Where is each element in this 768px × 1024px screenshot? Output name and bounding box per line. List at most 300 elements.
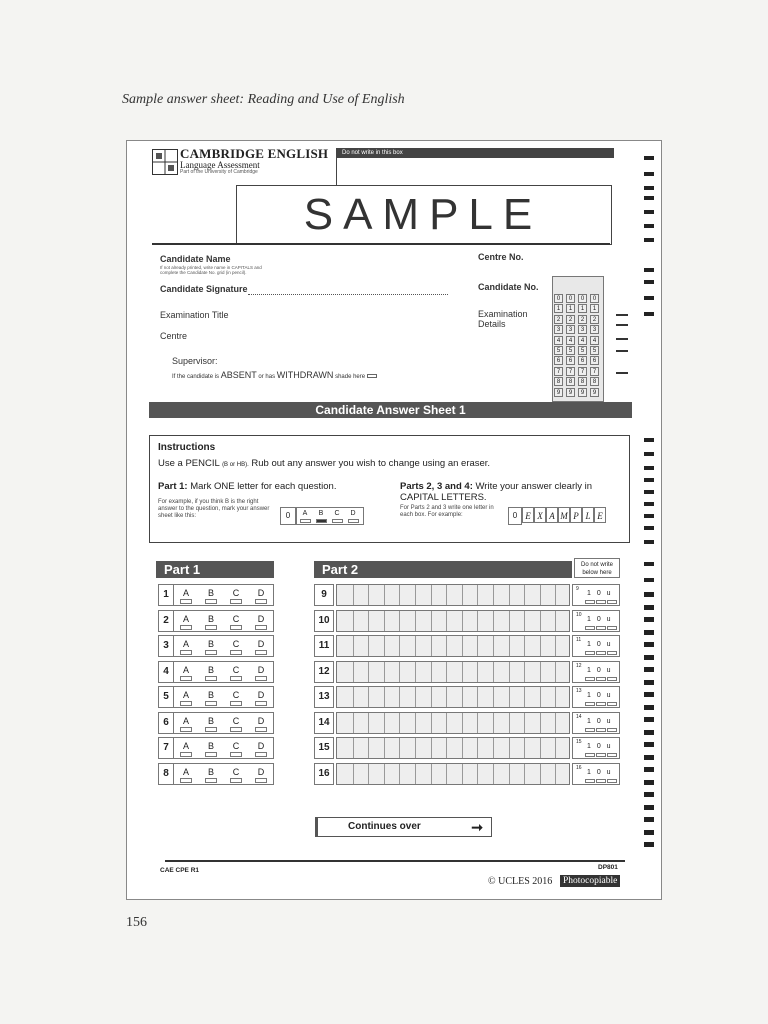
part1-instruction [158,481,336,492]
mark-bubble [596,626,606,630]
answer-letter-boxes[interactable] [336,661,570,683]
answer-bubble[interactable] [230,752,242,757]
answer-option[interactable] [204,716,218,732]
timing-mark [644,667,654,672]
option-letter: B [207,715,214,726]
box-divider [477,764,478,784]
part1-example-text: For example, if you think B is the right answer to the question, mark your answer sheet like this: [158,499,270,519]
timing-mark [644,792,654,797]
eraser-text: Rub out any answer you wish to change using an eraser. [251,458,491,469]
divider [152,243,610,245]
mark-options: 1 0 u [587,615,613,623]
examiner-mark-box [572,635,620,657]
examiner-mark-box [572,737,620,759]
box-divider [462,611,463,631]
option-letter: B [207,613,214,624]
answer-bubble[interactable] [180,650,192,655]
box-divider [353,738,354,758]
timing-mark [644,655,654,660]
answer-option[interactable] [229,639,243,655]
answer-bubble[interactable] [180,676,192,681]
box-divider [509,738,510,758]
box-divider [555,713,556,733]
part1-question-row [158,584,274,606]
timing-mark [616,350,628,352]
candidate-no-digit-bubble[interactable]: 8 [578,377,587,386]
mark-bubble [585,600,595,604]
answer-bubble[interactable] [230,599,242,604]
answer-bubble[interactable] [205,676,217,681]
candidate-no-digit-bubble[interactable]: 2 [554,315,563,324]
answer-option[interactable] [229,741,243,757]
option-letter: A [182,741,189,751]
mark-question-number: 12 [576,662,582,669]
box-divider [477,636,478,656]
answer-option[interactable] [229,665,243,681]
timing-mark [644,578,654,582]
candidate-no-digit-bubble[interactable]: 6 [566,356,575,365]
question-number: 14 [314,712,334,734]
candidate-no-digit-bubble[interactable]: 3 [554,325,563,334]
answer-bubble[interactable] [255,778,267,783]
answer-option[interactable] [229,767,243,783]
candidate-no-digit-bubble[interactable]: 4 [554,336,563,345]
examiner-mark-box [572,584,620,606]
box-divider [540,636,541,656]
timing-mark [644,592,654,597]
question-number: 2 [159,611,174,631]
box-divider [446,764,447,784]
instructions-title: Instructions [158,442,216,453]
examiner-mark-box [572,610,620,632]
box-divider [462,738,463,758]
timing-mark [616,314,628,316]
example-number-2: 0 [508,507,522,525]
box-divider [353,687,354,707]
box-divider [384,764,385,784]
option-letter: D [257,639,265,649]
box-divider [555,687,556,707]
box-divider [446,662,447,682]
mark-question-number: 14 [576,713,582,720]
answer-option[interactable] [254,690,268,706]
candidate-no-digit-bubble[interactable]: 8 [590,377,599,386]
box-divider [462,713,463,733]
pencil-text: Use a PENCIL [158,458,220,469]
answer-option[interactable] [179,588,193,604]
candidate-no-digit-bubble[interactable]: 9 [578,388,587,397]
candidate-no-digit-bubble[interactable]: 6 [578,356,587,365]
answer-option[interactable] [179,639,193,655]
answer-bubble[interactable] [205,599,217,604]
timing-mark [644,630,654,635]
continues-over-label: Continues over [348,821,421,832]
candidate-no-digit-bubble[interactable]: 7 [578,367,587,376]
box-divider [431,713,432,733]
box-divider [415,764,416,784]
box-divider [384,662,385,682]
part1-question-row [158,763,274,785]
option-letter: A [182,613,189,624]
box-divider [384,585,385,605]
example-letter-box: E [522,507,534,523]
mark-bubble [607,779,617,783]
candidate-no-digit-bubble[interactable]: 7 [554,367,563,376]
answer-bubble[interactable] [255,752,267,757]
candidate-no-digit-bubble[interactable]: 5 [566,346,575,355]
part2-title: Part 2 [314,561,572,578]
answer-option[interactable] [179,690,193,706]
answer-bubble[interactable] [205,701,217,706]
box-divider [353,764,354,784]
mark-bubble [607,651,617,655]
mark-bubble [585,728,595,732]
mark-bubble [585,626,595,630]
example-letter-box: X [534,507,546,523]
candidate-name-hint: If not already printed, write name in CAPITALS and complete the Candidate No. grid (in pencil). [160,265,262,275]
timing-mark [644,280,654,284]
candidate-no-digit-bubble[interactable]: 8 [554,377,563,386]
answer-option[interactable] [229,614,243,630]
answer-letter-boxes[interactable] [336,763,570,785]
timing-mark [644,617,654,622]
box-divider [524,636,525,656]
answer-bubble[interactable] [205,650,217,655]
continues-over [315,817,492,837]
box-divider [477,738,478,758]
answer-bubble[interactable] [230,727,242,732]
box-divider [462,585,463,605]
box-divider [540,585,541,605]
answer-letter-boxes[interactable] [336,584,570,606]
timing-mark [644,210,654,214]
box-divider [493,662,494,682]
answer-option[interactable] [229,588,243,604]
answer-option[interactable] [204,665,218,681]
box-divider [446,585,447,605]
answer-bubble[interactable] [180,727,192,732]
candidate-no-digit-bubble[interactable]: 8 [566,377,575,386]
answer-bubble[interactable] [255,676,267,681]
answer-bubble[interactable] [255,701,267,706]
candidate-no-digit-bubble[interactable]: 1 [578,304,587,313]
mark-bubble [607,702,617,706]
absent-prefix: If the candidate is [172,374,220,380]
examiner-mark-box [572,661,620,683]
mark-bubble [596,728,606,732]
answer-bubble[interactable] [205,727,217,732]
box-divider [555,636,556,656]
mark-options: 1 0 u [587,641,613,648]
answer-option[interactable] [254,767,268,783]
parts234-example-text: For Parts 2 and 3 write one letter in each box. For example: [400,505,494,518]
candidate-no-digit-bubble[interactable]: 1 [554,304,563,313]
box-divider [368,738,369,758]
answer-option[interactable] [254,741,268,757]
box-divider [399,738,400,758]
box-divider [462,687,463,707]
answer-letter-boxes[interactable] [336,712,570,734]
candidate-no-digit-bubble[interactable]: 9 [590,388,599,397]
mark-bubble [585,753,595,757]
answer-bubble[interactable] [230,650,242,655]
timing-mark [644,172,654,176]
box-divider [555,585,556,605]
box-divider [509,662,510,682]
box-divider [493,764,494,784]
box-divider [555,611,556,631]
option-letter: C [232,588,240,598]
answer-option[interactable] [254,665,268,681]
part1-question-row [158,661,274,683]
answer-option[interactable] [204,690,218,706]
box-divider [509,713,510,733]
box-divider [415,585,416,605]
answer-option[interactable] [179,767,193,783]
candidate-no-digit-bubble[interactable]: 4 [590,336,599,345]
box-divider [353,713,354,733]
withdrawn-word: WITHDRAWN [276,370,334,380]
question-number: 10 [314,610,334,632]
answer-option[interactable] [204,639,218,655]
answer-option[interactable] [254,639,268,655]
candidate-no-digit-bubble[interactable]: 0 [554,294,563,303]
candidate-no-digit-bubble[interactable]: 6 [554,356,563,365]
candidate-no-digit-bubble[interactable]: 3 [590,325,599,334]
candidate-no-digit-bubble[interactable]: 2 [578,315,587,324]
mark-bubble [585,779,595,783]
box-divider [431,636,432,656]
footer-left-code: CAE CPE R1 [160,867,200,874]
absent-bubble[interactable] [367,374,377,378]
box-divider [384,713,385,733]
box-divider [540,738,541,758]
box-divider [431,611,432,631]
timing-mark [644,514,654,518]
answer-bubble[interactable] [205,752,217,757]
candidate-no-digit-bubble[interactable]: 3 [578,325,587,334]
example-letter-box: A [546,507,558,523]
timing-mark [644,186,654,190]
box-divider [431,738,432,758]
exam-details-label: Examination Details [478,309,528,329]
timing-mark [644,156,654,160]
mark-question-number: 15 [576,739,582,745]
photocopiable-badge: Photocopiable [560,875,620,887]
answer-letter-boxes[interactable] [336,610,570,632]
box-divider [415,738,416,758]
mark-options: 1 0 u [587,590,613,597]
answer-option[interactable] [179,614,193,630]
box-divider [415,713,416,733]
mark-options: 1 0 u [587,666,613,674]
timing-mark [616,372,628,374]
timing-mark [644,312,654,316]
answer-option[interactable] [254,716,268,732]
example-letter-box: L [582,507,594,523]
candidate-no-digit-bubble[interactable]: 3 [566,325,575,334]
parts234-bold: Parts 2, 3 and 4: [400,481,473,492]
answer-bubble[interactable] [230,778,242,783]
divider [336,158,337,186]
timing-mark [644,296,654,300]
answer-letter-boxes[interactable] [336,635,570,657]
mark-bubble [596,779,606,783]
box-divider [368,713,369,733]
answer-option[interactable] [204,588,218,604]
box-divider [399,764,400,784]
answer-option[interactable] [204,614,218,630]
box-divider [431,764,432,784]
box-divider [509,611,510,631]
box-divider [368,687,369,707]
timing-mark [644,502,654,506]
timing-mark [616,324,628,326]
answer-option[interactable] [254,588,268,604]
mark-question-number: 10 [576,611,582,618]
answer-option[interactable] [204,767,218,783]
timing-mark [644,642,654,647]
copyright: © UCLES 2016 [488,876,553,887]
candidate-no-digit-bubble[interactable]: 0 [578,294,587,303]
box-divider [462,764,463,784]
sample-watermark: SAMPLE [303,190,543,239]
candidate-no-digit-bubble[interactable]: 2 [590,315,599,324]
box-divider [555,738,556,758]
candidate-no-digit-bubble[interactable]: 5 [590,346,599,355]
answer-bubble[interactable] [180,752,192,757]
arrow-right-icon: ➞ [471,819,483,835]
mark-question-number: 16 [576,764,582,771]
timing-mark [644,742,654,747]
part1-title: Part 1 [156,561,274,578]
examiner-mark-box [572,712,620,734]
absent-mid: or has [258,374,276,380]
answer-option[interactable] [229,716,243,732]
answer-bubble[interactable] [255,650,267,655]
answer-bubble[interactable] [205,778,217,783]
timing-mark [644,705,654,710]
timing-mark [644,817,654,822]
candidate-no-digit-bubble[interactable]: 2 [566,315,575,324]
box-divider [462,636,463,656]
timing-mark [644,805,654,810]
candidate-no-label: Candidate No. [478,282,539,292]
answer-option[interactable] [204,741,218,757]
mark-options: 1 0 u [587,692,613,699]
timing-mark [644,466,654,470]
answer-option[interactable] [179,741,193,757]
absent-suffix: shade here [335,374,366,380]
answer-bubble[interactable] [255,599,267,604]
answer-bubble[interactable] [180,599,192,604]
answer-option[interactable] [229,690,243,706]
part1-question-row [158,610,274,632]
mark-bubble [607,600,617,604]
option-letter: A [182,664,189,675]
answer-letter-boxes[interactable] [336,686,570,708]
answer-bubble[interactable] [180,778,192,783]
supervisor-label: Supervisor: [172,356,218,366]
box-divider [524,738,525,758]
page-number: 156 [126,915,147,930]
org-subtitle-2: Part of the University of Cambridge [180,169,258,175]
box-divider [509,687,510,707]
example-option: D [350,510,356,517]
candidate-no-digit-bubble[interactable]: 5 [578,346,587,355]
answer-bubble[interactable] [230,625,242,630]
option-letter: B [207,741,214,751]
question-number: 12 [314,661,334,683]
box-divider [384,636,385,656]
candidate-no-digit-bubble[interactable]: 6 [590,356,599,365]
candidate-no-digit-bubble[interactable]: 0 [566,294,575,303]
answer-option[interactable] [254,614,268,630]
box-divider [384,611,385,631]
answer-bubble[interactable] [180,625,192,630]
example-bubble [348,519,359,523]
signature-line[interactable] [248,294,448,295]
footer-right-code: DP801 [598,864,618,871]
box-divider [353,662,354,682]
timing-mark [644,730,654,735]
question-number: 3 [159,636,174,656]
candidate-no-digit-bubble[interactable]: 7 [590,367,599,376]
candidate-no-digit-bubble[interactable]: 9 [566,388,575,397]
do-not-write-below: Do not write below here [574,558,620,578]
answer-option[interactable] [179,716,193,732]
candidate-no-digit-bubble[interactable]: 7 [566,367,575,376]
candidate-no-digit-bubble[interactable]: 4 [566,336,575,345]
mark-bubble [585,651,595,655]
answer-bubble[interactable] [255,727,267,732]
candidate-no-digit-bubble[interactable]: 4 [578,336,587,345]
candidate-no-digit-bubble[interactable]: 0 [590,294,599,303]
mark-bubble [596,600,606,604]
answer-bubble[interactable] [230,676,242,681]
candidate-no-digit-bubble[interactable]: 5 [554,346,563,355]
answer-bubble[interactable] [230,701,242,706]
option-letter: A [182,715,189,726]
option-letter: D [257,766,265,777]
answer-bubble[interactable] [205,625,217,630]
mark-bubble [607,626,617,630]
box-divider [540,662,541,682]
answer-letter-boxes[interactable] [336,737,570,759]
box-divider [431,585,432,605]
timing-mark [644,490,654,494]
option-letter: B [207,690,214,700]
box-divider [540,611,541,631]
box-divider [446,636,447,656]
mark-question-number: 9 [576,586,579,592]
candidate-no-digit-bubble[interactable]: 9 [554,388,563,397]
option-letter: C [232,715,240,726]
do-not-write-bar: Do not write in this box [336,148,614,158]
candidate-no-digit-bubble[interactable]: 1 [566,304,575,313]
answer-bubble[interactable] [180,701,192,706]
timing-mark [644,238,654,242]
timing-mark [644,438,654,442]
timing-mark [644,717,654,722]
box-divider [446,713,447,733]
candidate-no-digit-bubble[interactable]: 1 [590,304,599,313]
timing-mark [644,780,654,785]
box-divider [509,585,510,605]
answer-option[interactable] [179,665,193,681]
answer-bubble[interactable] [255,625,267,630]
option-letter: D [257,690,265,700]
